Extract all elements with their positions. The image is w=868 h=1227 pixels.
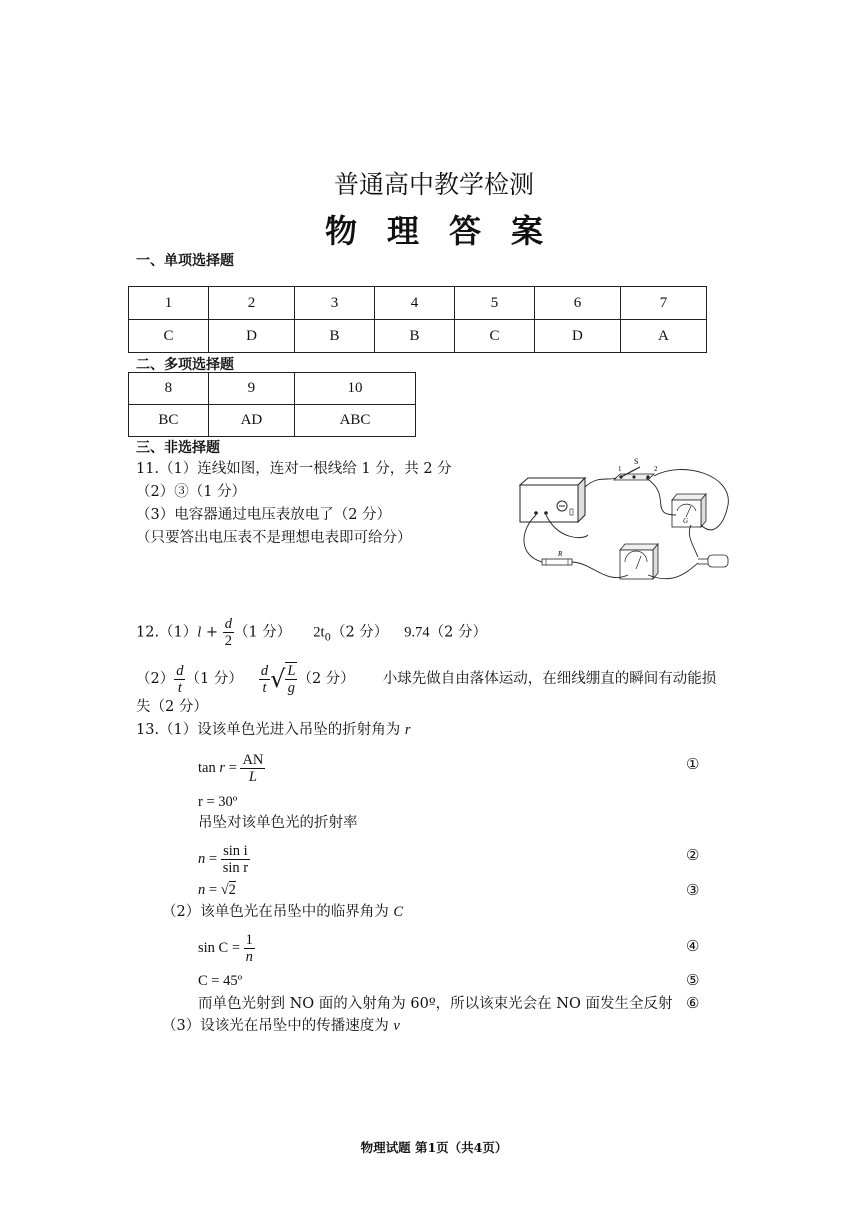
fraction-denominator: t xyxy=(262,679,267,696)
q-answer: C xyxy=(129,320,209,353)
q12-part1 xyxy=(136,616,487,649)
fraction-numerator: d xyxy=(176,662,184,679)
fraction-numerator: d xyxy=(260,662,269,679)
eq-lhs: tan xyxy=(198,759,220,776)
fraction-denominator: 2 xyxy=(224,633,232,649)
plus-sign: + xyxy=(201,624,223,641)
q-number: 9 xyxy=(208,373,294,405)
galvanometer xyxy=(672,494,706,527)
eq-marker-4: ④ xyxy=(686,937,700,955)
q11-line1: 11.（1）连线如图，连对一根线给 1 分，共 2 分 xyxy=(136,461,452,477)
r-value: r = 30º xyxy=(198,794,238,810)
equals: = xyxy=(228,939,244,956)
fraction-denominator: t xyxy=(177,679,182,696)
eq-marker-3: ③ xyxy=(686,881,700,899)
sqrt-sign: √ xyxy=(270,665,286,693)
fraction-numerator: AN xyxy=(242,752,264,768)
q-number: 8 xyxy=(129,373,209,405)
equals: = xyxy=(205,882,221,898)
fraction-numerator: L xyxy=(287,663,296,679)
eq2 xyxy=(198,843,250,876)
total-reflection-text: 而单色光射到 NO 面的入射角为 60º，所以该束光会在 NO 面发生全反射 xyxy=(198,996,673,1012)
q13-part2 xyxy=(162,902,403,922)
fraction-denominator: g xyxy=(287,680,296,696)
page-footer: 物理试题 第1页（共4页） xyxy=(360,1140,508,1155)
fraction-l-over-g xyxy=(285,662,297,696)
switch-label-2: 2 xyxy=(654,465,658,473)
explanation-text: 小球先做自由落体运动，在细线绷直的瞬间有动能损 xyxy=(382,671,717,687)
q-number: 6 xyxy=(534,287,620,320)
q13-part3 xyxy=(162,1016,400,1036)
radicand: 2 xyxy=(228,882,236,898)
eq-marker-2: ② xyxy=(686,846,700,864)
power-supply xyxy=(520,478,585,522)
resistor xyxy=(542,550,572,565)
fraction-an-over-l xyxy=(240,752,265,785)
switch xyxy=(614,457,658,480)
part-label: （2） xyxy=(136,671,175,687)
eq-lhs: sin C xyxy=(198,939,229,956)
fraction-numerator: 1 xyxy=(245,932,253,948)
refraction-text: 吊坠对该单色光的折射率 xyxy=(198,815,358,831)
eq3 xyxy=(198,880,236,900)
section3-heading: 三、非选择题 xyxy=(136,440,220,456)
eq-marker-1: ① xyxy=(686,755,700,773)
q-answer: BC xyxy=(129,405,209,437)
q11-line4: （只要答出电压表不是理想电表即可给分） xyxy=(136,530,412,546)
q12-part2 xyxy=(136,662,716,696)
q-answer: B xyxy=(294,320,374,353)
fraction-denominator: sin r xyxy=(222,860,249,876)
fraction-d-over-t-2 xyxy=(259,663,270,696)
q13-intro xyxy=(136,720,411,740)
section2-heading: 二、多项选择题 xyxy=(136,357,234,373)
single-choice-table xyxy=(128,286,707,353)
fraction-denominator: L xyxy=(248,769,257,785)
q-number: 5 xyxy=(454,287,534,320)
multi-choice-number-row xyxy=(129,373,416,405)
q-number: 1 xyxy=(129,287,209,320)
var-c: C xyxy=(393,904,404,920)
score: （1 分） xyxy=(185,671,243,687)
answer-title: 物理答案 xyxy=(324,212,573,250)
q12-part2-cont: 失（2 分） xyxy=(136,699,208,715)
var-v: v xyxy=(393,1018,400,1034)
single-choice-number-row xyxy=(129,287,707,320)
switch-label-s: S xyxy=(634,457,639,466)
q13-intro-text: 13.（1）设该单色光进入吊坠的折射角为 xyxy=(136,722,405,738)
q-answer: A xyxy=(620,320,706,353)
eq5: C = 45º xyxy=(198,973,243,989)
score: （2 分） xyxy=(297,671,355,687)
section1-heading: 一、单项选择题 xyxy=(136,253,234,269)
q-answer: B xyxy=(374,320,454,353)
q11-line2: （2）③（1 分） xyxy=(136,484,247,500)
multi-choice-answer-row xyxy=(129,405,416,437)
fraction-d-over-2 xyxy=(223,616,234,649)
sqrt-sign: √ xyxy=(220,882,229,898)
score: （1 分） xyxy=(233,624,292,641)
voltmeter xyxy=(620,544,658,579)
var-n: n xyxy=(198,882,206,898)
q-number: 4 xyxy=(374,287,454,320)
eq-marker-5: ⑤ xyxy=(686,971,700,989)
galvanometer-label: G xyxy=(683,517,689,525)
var-l: l xyxy=(197,624,202,641)
eq4 xyxy=(198,932,255,965)
var-r: r xyxy=(404,722,411,738)
score: （2 分） xyxy=(429,624,488,641)
resistor-label: R xyxy=(558,550,563,558)
q13-part3-text: （3）设该光在吊坠中的传播速度为 xyxy=(162,1018,394,1034)
var-r: r xyxy=(219,759,225,776)
fraction-denominator: n xyxy=(245,949,253,965)
q-answer: D xyxy=(534,320,620,353)
fraction-numerator: d xyxy=(224,616,232,632)
single-choice-answer-row xyxy=(129,320,707,353)
q-answer: C xyxy=(454,320,534,353)
fraction-sin xyxy=(221,843,250,876)
q-answer: D xyxy=(208,320,294,353)
eq1 xyxy=(198,752,265,785)
fraction-numerator: sin i xyxy=(221,843,250,860)
switch-label-1: 1 xyxy=(618,465,622,473)
exam-title: 普通高中教学检测 xyxy=(333,170,534,199)
eq-marker-6: ⑥ xyxy=(686,994,700,1012)
q-number: 10 xyxy=(294,373,415,405)
answer-value: 9.74 xyxy=(404,624,430,641)
equals: = xyxy=(205,850,221,867)
q-answer: AD xyxy=(208,405,294,437)
q11-line3: （3）电容器通过电压表放电了（2 分） xyxy=(136,507,392,523)
capacitor xyxy=(698,555,728,567)
q12-label: 12.（1） xyxy=(136,624,198,641)
var-n: n xyxy=(198,850,206,867)
q-number: 7 xyxy=(620,287,706,320)
q-number: 2 xyxy=(208,287,294,320)
score: （2 分） xyxy=(330,624,389,641)
equals: = xyxy=(225,759,241,776)
q-number: 3 xyxy=(294,287,374,320)
answer-2t0: 2t xyxy=(313,624,325,641)
multi-choice-table xyxy=(128,372,416,437)
q-answer: ABC xyxy=(294,405,415,437)
q13-part2-text: （2）该单色光在吊坠中的临界角为 xyxy=(162,904,394,920)
fraction-d-over-t xyxy=(174,663,185,696)
circuit-diagram xyxy=(488,445,738,593)
subscript-0: 0 xyxy=(324,632,331,644)
fraction-1-over-n xyxy=(244,932,255,965)
